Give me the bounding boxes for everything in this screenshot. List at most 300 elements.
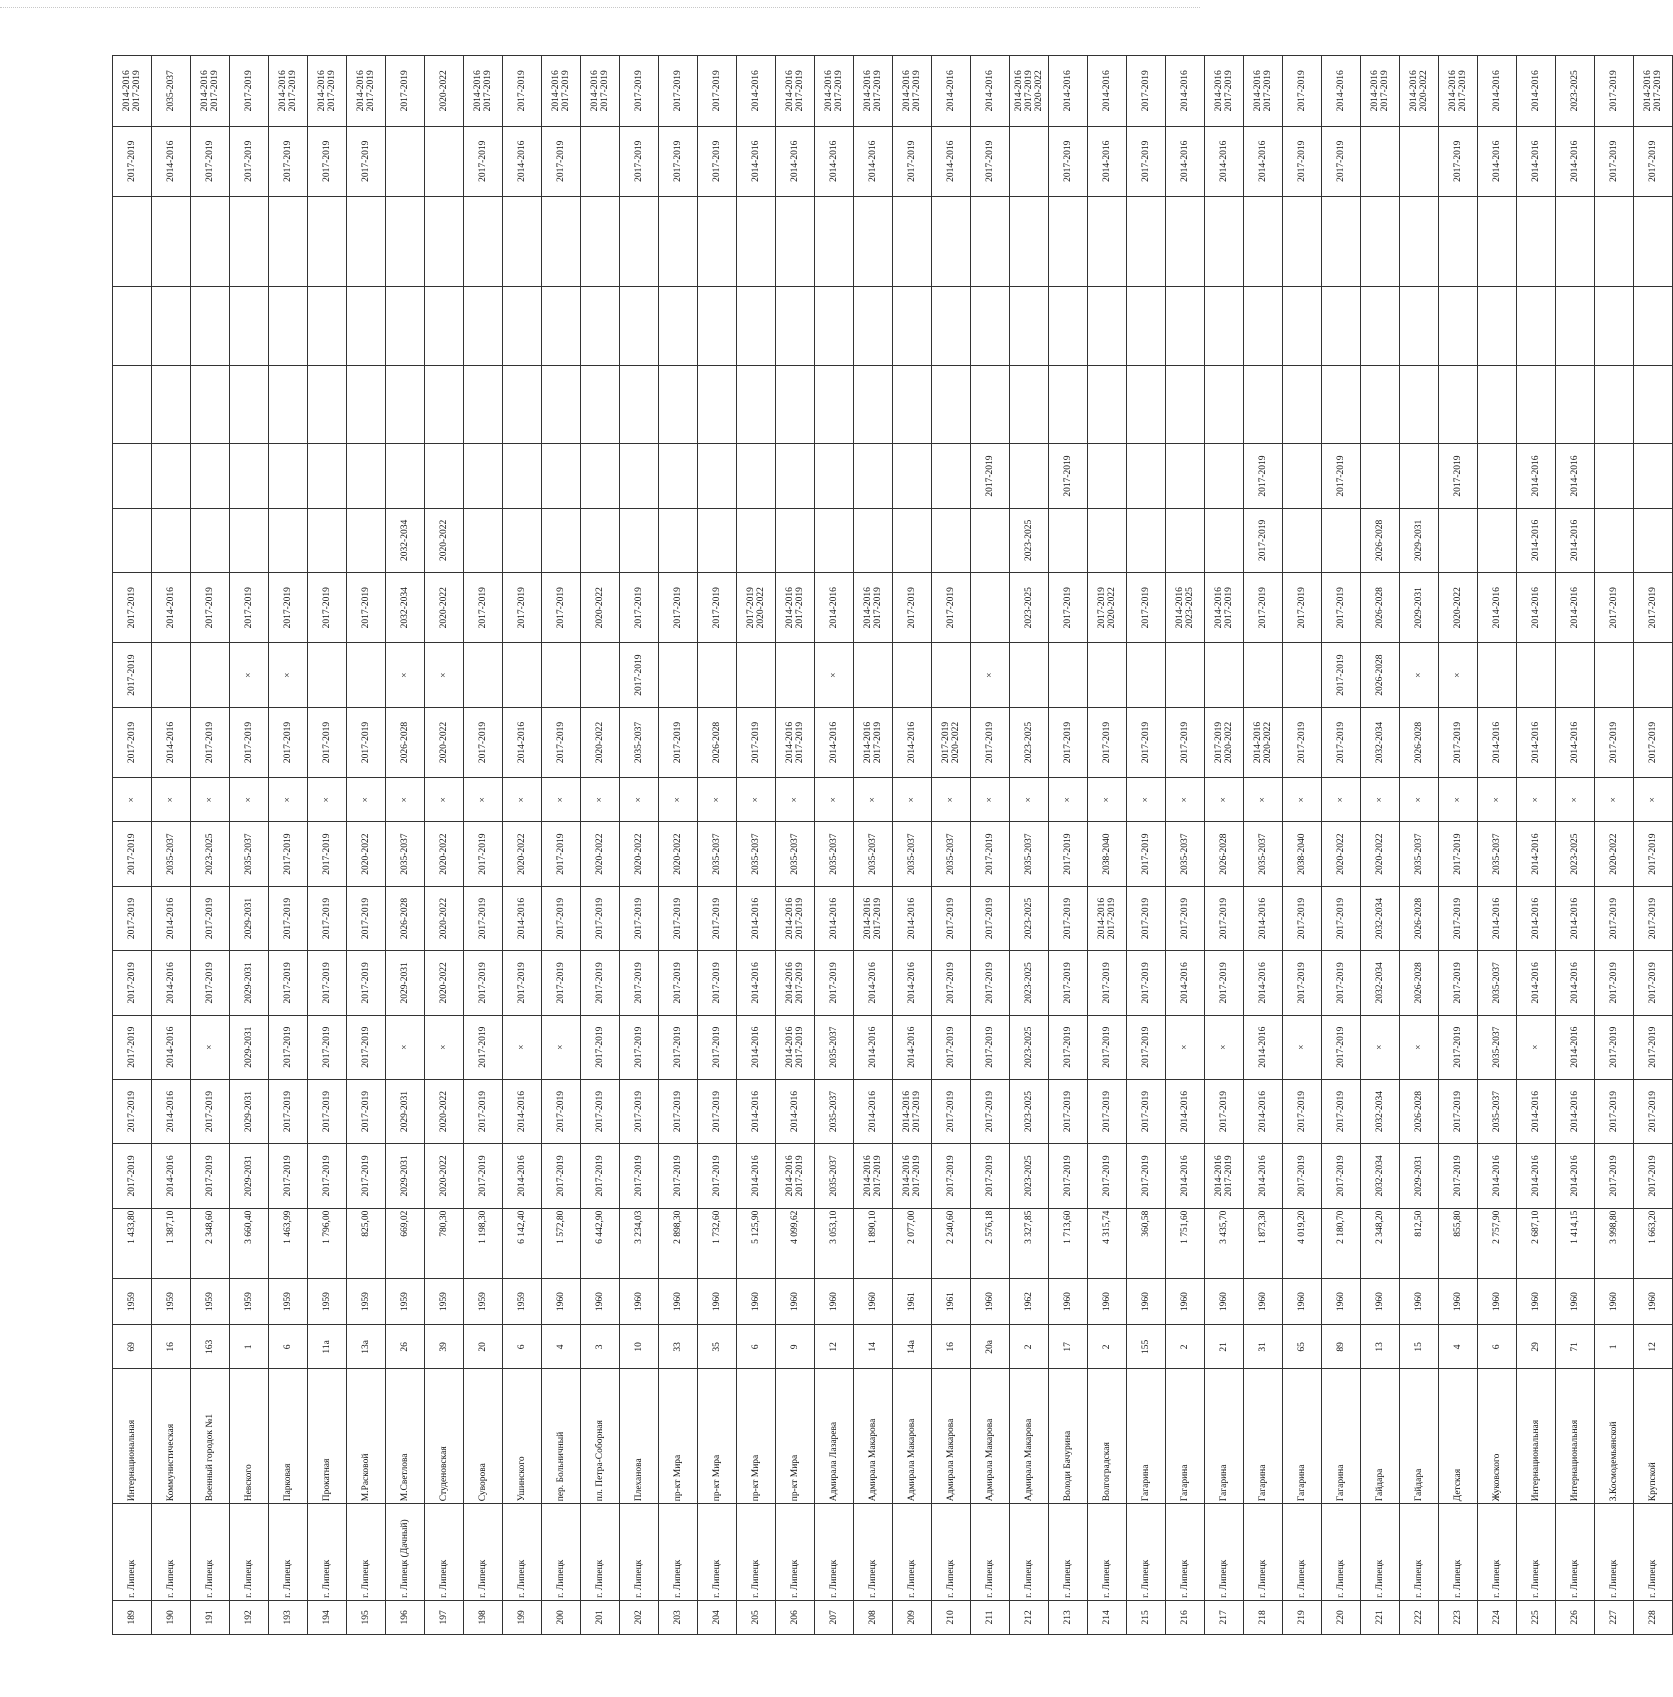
table-row <box>152 56 191 1635</box>
cell-row-number: 205 <box>737 1600 776 1634</box>
cell-c3: × <box>1166 1015 1205 1079</box>
cell-c5: 2014-2016 <box>893 886 932 950</box>
cell-c12: 2017-2019 <box>1322 444 1361 508</box>
cell-c16 <box>1361 126 1400 196</box>
cell-build-year: 1960 <box>1517 1279 1556 1325</box>
cell-c11 <box>581 508 620 572</box>
table-row <box>503 56 542 1635</box>
cell-c14 <box>386 287 425 365</box>
cell-area: 4 099,62 <box>776 1208 815 1278</box>
cell-c14 <box>1478 287 1517 365</box>
cell-row-number: 214 <box>1088 1600 1127 1634</box>
cell-c17: 2014-2016 2017-2019 <box>1439 56 1478 127</box>
cell-c15 <box>1088 196 1127 287</box>
cell-c9 <box>1517 643 1556 707</box>
table-row <box>1088 56 1127 1635</box>
cell-c4: 2017-2019 <box>1595 951 1634 1015</box>
cell-c16: 2017-2019 <box>1595 126 1634 196</box>
cell-c13 <box>1517 365 1556 443</box>
cell-c12 <box>854 444 893 508</box>
cell-c3: 2035-2037 <box>1478 1015 1517 1079</box>
cell-c13 <box>776 365 815 443</box>
cell-build-year: 1959 <box>269 1279 308 1325</box>
cell-area: 2 757,90 <box>1478 1208 1517 1278</box>
cell-c8: 2014-2016 <box>1478 707 1517 777</box>
cell-c6: 2017-2019 <box>1439 822 1478 886</box>
cell-settlement: г. Липецк <box>1244 1504 1283 1601</box>
cell-settlement: г. Липецк <box>1205 1504 1244 1601</box>
cell-c8: 2017-2019 <box>308 707 347 777</box>
table-row <box>308 56 347 1635</box>
cell-row-number: 213 <box>1049 1600 1088 1634</box>
cell-street: Коммунистическая <box>152 1369 191 1504</box>
cell-c14 <box>1556 287 1595 365</box>
cell-c7: × <box>893 778 932 822</box>
cell-c1: 2029-2031 <box>386 1144 425 1208</box>
cell-row-number: 193 <box>269 1600 308 1634</box>
cell-c2: 2017-2019 <box>464 1079 503 1143</box>
cell-row-number: 222 <box>1400 1600 1439 1634</box>
cell-c3: × <box>1361 1015 1400 1079</box>
cell-c6: 2035-2037 <box>1400 822 1439 886</box>
cell-c5: 2017-2019 <box>191 886 230 950</box>
cell-street: Ушинского <box>503 1369 542 1504</box>
cell-settlement: г. Липецк <box>1322 1504 1361 1601</box>
cell-build-year: 1962 <box>1010 1279 1049 1325</box>
cell-c16: 2017-2019 <box>230 126 269 196</box>
cell-c1: 2017-2019 <box>269 1144 308 1208</box>
cell-c2: 2017-2019 <box>269 1079 308 1143</box>
cell-c10: 2014-2016 <box>1517 573 1556 643</box>
cell-c5: 2017-2019 <box>113 886 152 950</box>
cell-c3: 2017-2019 <box>971 1015 1010 1079</box>
cell-c11: 2023-2025 <box>1010 508 1049 572</box>
cell-c9: 2017-2019 <box>620 643 659 707</box>
cell-c10: 2017-2019 <box>1634 573 1673 643</box>
cell-c5: 2017-2019 <box>698 886 737 950</box>
cell-c9 <box>347 643 386 707</box>
cell-c13 <box>308 365 347 443</box>
cell-area: 1 751,60 <box>1166 1208 1205 1278</box>
cell-row-number: 221 <box>1361 1600 1400 1634</box>
cell-c7: × <box>1478 778 1517 822</box>
table-row <box>425 56 464 1635</box>
cell-c8: 2017-2019 <box>659 707 698 777</box>
table-row <box>191 56 230 1635</box>
cell-house-number: 3 <box>581 1325 620 1369</box>
cell-c11 <box>1205 508 1244 572</box>
cell-settlement: г. Липецк <box>542 1504 581 1601</box>
cell-area: 2 687,10 <box>1517 1208 1556 1278</box>
cell-build-year: 1960 <box>1322 1279 1361 1325</box>
cell-build-year: 1959 <box>191 1279 230 1325</box>
cell-c15 <box>1205 196 1244 287</box>
cell-street: Парковая <box>269 1369 308 1504</box>
cell-c5: 2014-2016 2017-2019 <box>776 886 815 950</box>
cell-c3: 2029-2031 <box>230 1015 269 1079</box>
cell-house-number: 11а <box>308 1325 347 1369</box>
cell-c4: 2020-2022 <box>425 951 464 1015</box>
cell-c8: 2026-2028 <box>1400 707 1439 777</box>
cell-c5: 2017-2019 <box>1595 886 1634 950</box>
cell-c7: × <box>1049 778 1088 822</box>
cell-c2: 2014-2016 2017-2019 <box>893 1079 932 1143</box>
cell-c8: 2032-2034 <box>1361 707 1400 777</box>
cell-c17: 2014-2016 <box>1049 56 1088 127</box>
cell-area: 2 240,60 <box>932 1208 971 1278</box>
cell-c11 <box>620 508 659 572</box>
cell-build-year: 1960 <box>1361 1279 1400 1325</box>
cell-settlement: г. Липецк <box>308 1504 347 1601</box>
cell-c13 <box>230 365 269 443</box>
cell-c4: 2014-2016 <box>1244 951 1283 1015</box>
cell-c3: × <box>1283 1015 1322 1079</box>
cell-c8: 2017-2019 2020-2022 <box>1205 707 1244 777</box>
cell-house-number: 33 <box>659 1325 698 1369</box>
cell-c13 <box>386 365 425 443</box>
cell-c14 <box>1439 287 1478 365</box>
cell-settlement: г. Липецк <box>1361 1504 1400 1601</box>
cell-c7: × <box>113 778 152 822</box>
cell-c15 <box>854 196 893 287</box>
cell-area: 6 142,40 <box>503 1208 542 1278</box>
cell-c4: 2017-2019 <box>1049 951 1088 1015</box>
cell-c3: × <box>425 1015 464 1079</box>
cell-c2: 2017-2019 <box>1088 1079 1127 1143</box>
cell-c5: 2017-2019 <box>659 886 698 950</box>
cell-c7: × <box>1400 778 1439 822</box>
cell-build-year: 1960 <box>854 1279 893 1325</box>
table-row <box>1205 56 1244 1635</box>
cell-c12 <box>347 444 386 508</box>
cell-c11 <box>698 508 737 572</box>
cell-house-number: 12 <box>1634 1325 1673 1369</box>
cell-area: 5 125,90 <box>737 1208 776 1278</box>
cell-c14 <box>1127 287 1166 365</box>
cell-c3: 2023-2025 <box>1010 1015 1049 1079</box>
cell-c6: 2020-2022 <box>503 822 542 886</box>
cell-c6: 2020-2022 <box>1322 822 1361 886</box>
cell-c7: × <box>308 778 347 822</box>
cell-area: 1 713,60 <box>1049 1208 1088 1278</box>
cell-c14 <box>893 287 932 365</box>
cell-c13 <box>1400 365 1439 443</box>
cell-street: пр-кт Мира <box>737 1369 776 1504</box>
cell-c17: 2014-2016 <box>1088 56 1127 127</box>
cell-house-number: 71 <box>1556 1325 1595 1369</box>
cell-c2: 2017-2019 <box>1205 1079 1244 1143</box>
cell-area: 3 327,85 <box>1010 1208 1049 1278</box>
cell-build-year: 1960 <box>1595 1279 1634 1325</box>
cell-c5: 2014-2016 <box>503 886 542 950</box>
cell-c14 <box>737 287 776 365</box>
cell-row-number: 196 <box>386 1600 425 1634</box>
cell-c3: 2017-2019 <box>581 1015 620 1079</box>
cell-c16 <box>1400 126 1439 196</box>
cell-c7: × <box>815 778 854 822</box>
cell-c13 <box>1010 365 1049 443</box>
cell-c5: 2017-2019 <box>581 886 620 950</box>
cell-street: Студеновская <box>425 1369 464 1504</box>
cell-settlement: г. Липецк <box>854 1504 893 1601</box>
cell-c9 <box>1478 643 1517 707</box>
cell-build-year: 1960 <box>620 1279 659 1325</box>
cell-c7: × <box>971 778 1010 822</box>
cell-c15 <box>1244 196 1283 287</box>
cell-c14 <box>1244 287 1283 365</box>
table-row <box>776 56 815 1635</box>
cell-c11 <box>1634 508 1673 572</box>
cell-c16 <box>386 126 425 196</box>
cell-c1: 2017-2019 <box>113 1144 152 1208</box>
cell-c6: 2035-2037 <box>1478 822 1517 886</box>
cell-c10: 2017-2019 <box>113 573 152 643</box>
cell-area: 1 873,30 <box>1244 1208 1283 1278</box>
cell-c11: 2020-2022 <box>425 508 464 572</box>
cell-c3: 2014-2016 <box>893 1015 932 1079</box>
cell-c17: 2014-2016 2017-2019 <box>1634 56 1673 127</box>
cell-c11 <box>932 508 971 572</box>
cell-house-number: 14а <box>893 1325 932 1369</box>
cell-c3: 2017-2019 <box>1127 1015 1166 1079</box>
cell-row-number: 206 <box>776 1600 815 1634</box>
cell-c15 <box>1010 196 1049 287</box>
table-row <box>230 56 269 1635</box>
cell-c14 <box>503 287 542 365</box>
cell-c17: 2017-2019 <box>1127 56 1166 127</box>
cell-c13 <box>425 365 464 443</box>
cell-c15 <box>659 196 698 287</box>
cell-c5: 2014-2016 <box>1244 886 1283 950</box>
cell-c11 <box>503 508 542 572</box>
cell-c17: 2014-2016 2017-2019 <box>542 56 581 127</box>
cell-c16: 2014-2016 <box>815 126 854 196</box>
cell-c11 <box>1127 508 1166 572</box>
cell-c4: 2014-2016 2017-2019 <box>776 951 815 1015</box>
cell-c11: 2014-2016 <box>1517 508 1556 572</box>
cell-c6: 2017-2019 <box>464 822 503 886</box>
cell-c6: 2035-2037 <box>776 822 815 886</box>
cell-street: Интернациональная <box>1517 1369 1556 1504</box>
cell-c1: 2017-2019 <box>542 1144 581 1208</box>
cell-c2: 2020-2022 <box>425 1079 464 1143</box>
cell-c7: × <box>503 778 542 822</box>
cell-c8: 2014-2016 <box>1517 707 1556 777</box>
cell-c2: 2017-2019 <box>932 1079 971 1143</box>
cell-settlement: г. Липецк <box>269 1504 308 1601</box>
cell-c6: 2017-2019 <box>113 822 152 886</box>
cell-c9 <box>1634 643 1673 707</box>
table-row <box>698 56 737 1635</box>
cell-c8: 2014-2016 2017-2019 <box>854 707 893 777</box>
cell-c4: 2032-2034 <box>1361 951 1400 1015</box>
cell-c6: 2023-2025 <box>1556 822 1595 886</box>
cell-c6: 2038-2040 <box>1088 822 1127 886</box>
cell-row-number: 198 <box>464 1600 503 1634</box>
cell-c2: 2017-2019 <box>1322 1079 1361 1143</box>
cell-c2: 2017-2019 <box>698 1079 737 1143</box>
cell-c16: 2017-2019 <box>1322 126 1361 196</box>
cell-c7: × <box>1166 778 1205 822</box>
table-row <box>113 56 152 1635</box>
cell-settlement: г. Липецк <box>1439 1504 1478 1601</box>
cell-c17: 2014-2016 <box>1517 56 1556 127</box>
cell-c1: 2014-2016 2017-2019 <box>1205 1144 1244 1208</box>
cell-street: Гайдара <box>1361 1369 1400 1504</box>
cell-c11 <box>464 508 503 572</box>
cell-c15 <box>581 196 620 287</box>
cell-street: Невского <box>230 1369 269 1504</box>
cell-row-number: 227 <box>1595 1600 1634 1634</box>
cell-c13 <box>503 365 542 443</box>
cell-c17: 2014-2016 2017-2019 <box>776 56 815 127</box>
cell-c5: 2017-2019 <box>347 886 386 950</box>
cell-c12 <box>1283 444 1322 508</box>
cell-c14 <box>698 287 737 365</box>
cell-c16: 2017-2019 <box>1634 126 1673 196</box>
cell-c7: × <box>698 778 737 822</box>
cell-c1: 2014-2016 <box>737 1144 776 1208</box>
cell-c8: 2017-2019 <box>1439 707 1478 777</box>
cell-street: Прокатная <box>308 1369 347 1504</box>
cell-c3: × <box>503 1015 542 1079</box>
cell-c17: 2023-2025 <box>1556 56 1595 127</box>
cell-row-number: 223 <box>1439 1600 1478 1634</box>
cell-c1: 2014-2016 <box>1556 1144 1595 1208</box>
cell-street: пер. Больничный <box>542 1369 581 1504</box>
cell-c12: 2014-2016 <box>1517 444 1556 508</box>
cell-c2: 2014-2016 <box>503 1079 542 1143</box>
cell-c14 <box>581 287 620 365</box>
cell-c13 <box>1205 365 1244 443</box>
cell-area: 1 414,15 <box>1556 1208 1595 1278</box>
table-row <box>1049 56 1088 1635</box>
cell-c4: 2017-2019 <box>971 951 1010 1015</box>
cell-c1: 2014-2016 2017-2019 <box>893 1144 932 1208</box>
cell-c11 <box>737 508 776 572</box>
cell-row-number: 199 <box>503 1600 542 1634</box>
cell-c6: 2017-2019 <box>1127 822 1166 886</box>
cell-c6: 2035-2037 <box>893 822 932 886</box>
cell-c9 <box>1166 643 1205 707</box>
cell-c12 <box>581 444 620 508</box>
cell-c8: 2017-2019 <box>464 707 503 777</box>
cell-c5: 2017-2019 <box>620 886 659 950</box>
cell-c15 <box>347 196 386 287</box>
cell-c4: 2017-2019 <box>503 951 542 1015</box>
cell-c2: 2017-2019 <box>308 1079 347 1143</box>
cell-c8: 2020-2022 <box>581 707 620 777</box>
cell-c2: 2017-2019 <box>1595 1079 1634 1143</box>
cell-c6: 2026-2028 <box>1205 822 1244 886</box>
cell-c7: × <box>230 778 269 822</box>
cell-c12 <box>191 444 230 508</box>
cell-area: 1 433,80 <box>113 1208 152 1278</box>
cell-c17: 2014-2016 2017-2019 <box>1244 56 1283 127</box>
cell-settlement: г. Липецк <box>113 1504 152 1601</box>
cell-c12 <box>737 444 776 508</box>
cell-c16: 2017-2019 <box>1283 126 1322 196</box>
cell-c4: 2014-2016 <box>854 951 893 1015</box>
cell-c6: 2038-2040 <box>1283 822 1322 886</box>
cell-c13 <box>347 365 386 443</box>
cell-c17: 2014-2016 2017-2019 <box>347 56 386 127</box>
cell-c12 <box>1400 444 1439 508</box>
cell-c17: 2017-2019 <box>620 56 659 127</box>
cell-settlement: г. Липецк <box>1400 1504 1439 1601</box>
cell-c10: 2017-2019 <box>347 573 386 643</box>
cell-street: Суворова <box>464 1369 503 1504</box>
cell-c8: 2014-2016 <box>503 707 542 777</box>
cell-c13 <box>191 365 230 443</box>
cell-c5: 2023-2025 <box>1010 886 1049 950</box>
cell-street: Адмирала Макарова <box>893 1369 932 1504</box>
cell-c5: 2014-2016 <box>1478 886 1517 950</box>
cell-c9 <box>659 643 698 707</box>
cell-c1: 2017-2019 <box>971 1144 1010 1208</box>
cell-c4: 2017-2019 <box>1283 951 1322 1015</box>
cell-c17: 2014-2016 2017-2019 <box>854 56 893 127</box>
cell-c12 <box>815 444 854 508</box>
cell-row-number: 204 <box>698 1600 737 1634</box>
cell-c13 <box>113 365 152 443</box>
table-row <box>269 56 308 1635</box>
cell-c1: 2014-2016 <box>503 1144 542 1208</box>
cell-c16: 2017-2019 <box>542 126 581 196</box>
cell-c4: 2017-2019 <box>347 951 386 1015</box>
cell-c15 <box>1634 196 1673 287</box>
cell-house-number: 21 <box>1205 1325 1244 1369</box>
cell-c13 <box>1283 365 1322 443</box>
cell-c1: 2023-2025 <box>1010 1144 1049 1208</box>
cell-build-year: 1960 <box>815 1279 854 1325</box>
cell-c9 <box>1595 643 1634 707</box>
cell-c5: 2017-2019 <box>542 886 581 950</box>
cell-c2: 2017-2019 <box>347 1079 386 1143</box>
cell-c7: × <box>1361 778 1400 822</box>
scan-edge-line <box>0 7 1200 8</box>
cell-c9: 2017-2019 <box>113 643 152 707</box>
cell-street: Гайдара <box>1400 1369 1439 1504</box>
cell-c15 <box>1400 196 1439 287</box>
cell-settlement: г. Липецк <box>971 1504 1010 1601</box>
cell-c1: 2017-2019 <box>620 1144 659 1208</box>
cell-c13 <box>1166 365 1205 443</box>
cell-c6: 2035-2037 <box>698 822 737 886</box>
cell-c1: 2029-2031 <box>1400 1144 1439 1208</box>
cell-c11 <box>1322 508 1361 572</box>
cell-c13 <box>854 365 893 443</box>
cell-c1: 2017-2019 <box>1049 1144 1088 1208</box>
cell-c15 <box>1049 196 1088 287</box>
cell-c4: 2014-2016 <box>737 951 776 1015</box>
cell-c17: 2014-2016 2017-2019 <box>815 56 854 127</box>
cell-c11 <box>347 508 386 572</box>
cell-c6: 2035-2037 <box>152 822 191 886</box>
cell-c14 <box>1361 287 1400 365</box>
cell-c10: 2032-2034 <box>386 573 425 643</box>
cell-house-number: 6 <box>1478 1325 1517 1369</box>
cell-c2: 2014-2016 <box>737 1079 776 1143</box>
cell-settlement: г. Липецк <box>698 1504 737 1601</box>
cell-c4: 2023-2025 <box>1010 951 1049 1015</box>
cell-c6: 2023-2025 <box>191 822 230 886</box>
cell-c11 <box>1283 508 1322 572</box>
cell-c17: 2017-2019 <box>386 56 425 127</box>
cell-build-year: 1960 <box>1049 1279 1088 1325</box>
cell-c17: 2014-2016 2017-2019 <box>581 56 620 127</box>
cell-c3: 2017-2019 <box>1322 1015 1361 1079</box>
